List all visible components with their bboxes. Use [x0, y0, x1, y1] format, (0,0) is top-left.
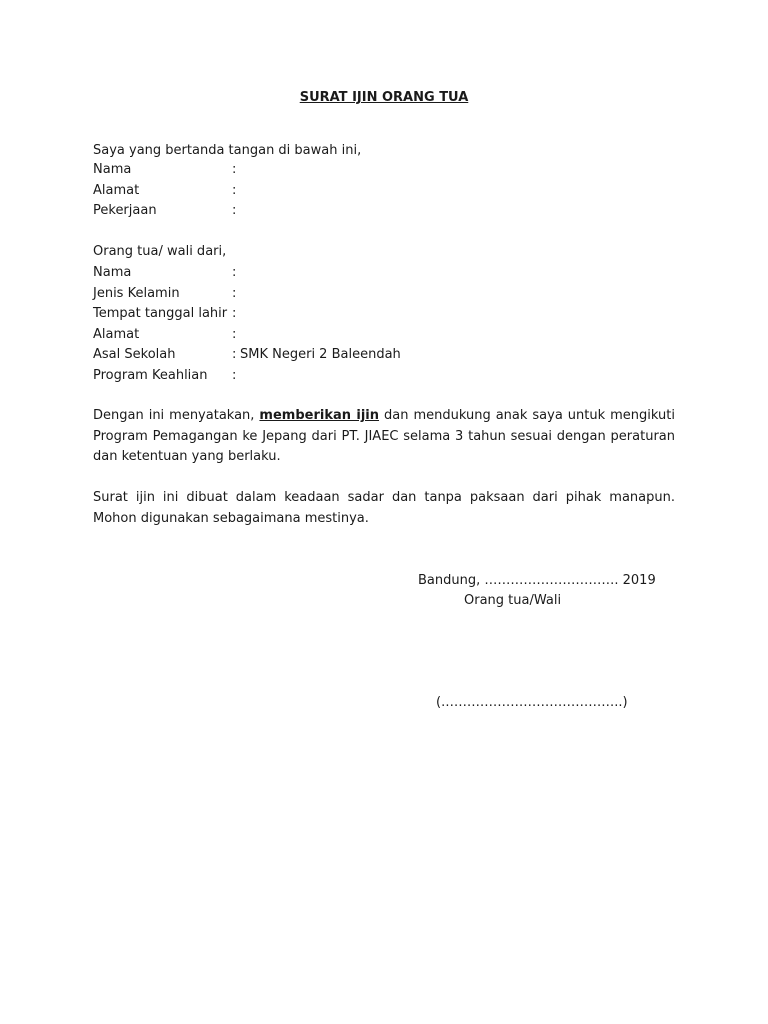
child-intro-text: Orang tua/ wali dari, [93, 244, 227, 259]
statement-paragraph [93, 406, 675, 468]
statement-emphasis: memberikan ijin [259, 408, 380, 423]
field-label: Tempat tanggal lahir [93, 306, 228, 321]
closing-paragraph: Surat ijin ini dibuat dalam keadaan sadar dan tanpa paksaan dari pihak manapun. Mohon digunakan sebagaimana mestinya. [93, 490, 675, 526]
field-label: Jenis Kelamin [93, 286, 180, 301]
signature-place-date: Bandung, …………………………. 2019 [418, 573, 656, 588]
statement-text-before: Dengan ini menyatakan, [93, 408, 260, 423]
field-label: Alamat [93, 327, 140, 342]
field-value: SMK Negeri 2 Baleendah [240, 347, 401, 362]
field-colon: : [232, 286, 237, 301]
field-colon: : [232, 306, 237, 321]
statement-text-after: dan mendukung anak saya untuk mengikuti Program Pemagangan ke Jepang dari PT. JIAEC selama 3 tahun sesuai dengan peraturan dan ketentuan yang berlaku. [93, 408, 675, 464]
signature-role: Orang tua/Wali [464, 593, 562, 608]
field-colon: : [232, 203, 237, 218]
field-label: Nama [93, 162, 132, 177]
field-label: Pekerjaan [93, 203, 157, 218]
field-label: Asal Sekolah [93, 347, 176, 362]
field-colon: : [232, 368, 237, 383]
field-label: Nama [93, 265, 132, 280]
field-label: Alamat [93, 183, 140, 198]
field-colon: : [232, 265, 237, 280]
intro-text: Saya yang bertanda tangan di bawah ini, [93, 143, 362, 158]
field-colon: : [232, 327, 237, 342]
field-colon: : [232, 162, 237, 177]
field-label: Program Keahlian [93, 368, 208, 383]
field-colon: : [232, 347, 237, 362]
field-colon: : [232, 183, 237, 198]
signature-name-line: (.…………………………………..) [436, 695, 628, 710]
letter-title: SURAT IJIN ORANG TUA [299, 90, 469, 105]
